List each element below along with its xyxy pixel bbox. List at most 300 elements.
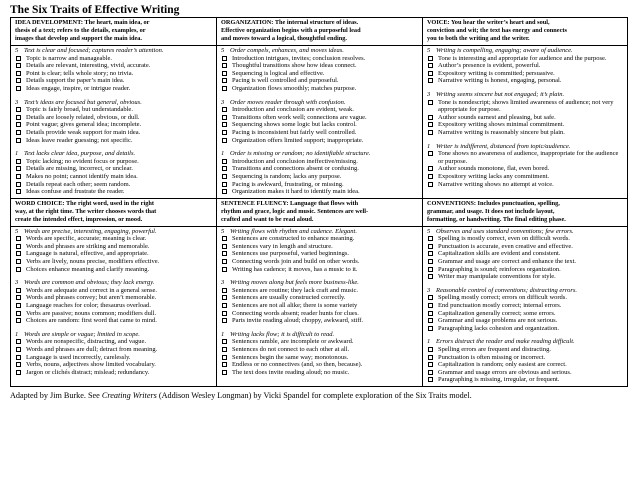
criterion-text: Capitalization is random; only easiest are correct.: [438, 361, 567, 369]
score-level-group: [15, 47, 212, 93]
score-description: Text’s ideas are focused but general, obvious.: [24, 98, 142, 106]
checkbox-icon: [428, 151, 433, 156]
criterion-item: [15, 266, 212, 274]
criterion-item: [15, 188, 212, 196]
criterion-text: Sentences are not all alike; there is some variety: [232, 302, 358, 310]
criterion-text: Details are loosely related, obvious, or dull.: [26, 113, 140, 121]
header-line: conviction and wit; the text has energy and connects: [427, 27, 567, 34]
word-choice-header: [11, 198, 217, 226]
criterion-text: Capitalization skills are evident and consistent.: [438, 250, 561, 258]
criterion-text: Ideas engage, inspire, or intrigue reader.: [26, 84, 131, 92]
checkbox-icon: [428, 174, 433, 179]
score-description: Writing moves along but feels more business-like.: [230, 279, 359, 287]
criterion-text: Jargon or clichés distract; mislead; redundancy.: [26, 368, 150, 376]
criterion-item: [15, 361, 212, 369]
criterion-item: [427, 258, 623, 266]
criterion-item: [221, 158, 418, 166]
criterion-item: [15, 114, 212, 122]
criterion-item: [221, 188, 418, 196]
checkbox-icon: [222, 355, 227, 360]
criterion-text: Sentences do not connect to each other at all.: [232, 346, 350, 353]
checkbox-icon: [428, 326, 433, 331]
word-choice-criteria: [11, 226, 217, 386]
criterion-text: Words are adequate and correct in a general sense.: [26, 286, 158, 294]
score-number: 5: [15, 227, 19, 235]
score-level-heading: [221, 47, 418, 55]
header-line: formatting, or handwriting. The final editing phase.: [427, 215, 566, 223]
checkbox-icon: [16, 71, 21, 76]
criterion-text: Writer may manipulate conventions for style.: [438, 273, 556, 281]
criterion-text: Sentences ramble, are incomplete or awkward.: [232, 338, 354, 346]
criterion-item: [221, 129, 418, 137]
score-level-heading: [427, 287, 623, 295]
criterion-item: [221, 181, 418, 189]
criterion-item: [15, 317, 212, 325]
checkbox-icon: [16, 355, 21, 360]
score-description: Words are precise, interesting, engaging, powerful.: [24, 227, 157, 235]
checkbox-icon: [222, 71, 227, 76]
criterion-text: Details are missing, incorrect, or unclear.: [26, 165, 133, 173]
checkbox-icon: [16, 182, 21, 187]
score-description: Writer is indifferent, distanced from topic/audience.: [436, 142, 571, 150]
score-description: Writing seems sincere but not engaged; it’s plain.: [436, 90, 565, 98]
checkbox-icon: [222, 251, 227, 256]
checkbox-icon: [428, 182, 433, 187]
checkbox-icon: [222, 130, 227, 135]
score-number: 3: [15, 279, 19, 287]
conventions-criteria: [423, 226, 628, 386]
organization-header: [217, 18, 423, 46]
header-line: Effective organization begins with a purposeful lead: [221, 27, 361, 34]
criterion-item: [221, 354, 418, 362]
criterion-item: [221, 77, 418, 85]
score-description: Errors distract the reader and make reading difficult.: [436, 338, 575, 346]
checkbox-icon: [428, 166, 433, 171]
criterion-text: Spelling is mostly correct, even on difficult words.: [438, 235, 570, 243]
criterion-text: Language reaches for color; thesaurus overload.: [26, 302, 151, 310]
criterion-text: Narrative writing is honest, engaging, personal.: [438, 77, 562, 85]
score-level-heading: [15, 99, 212, 107]
criterion-item: [221, 250, 418, 258]
header-line: SENTENCE FLUENCY: Language that flows with: [221, 199, 359, 207]
score-level-group: [221, 279, 418, 325]
score-description: Reasonable control of conventions; distracting errors.: [436, 286, 578, 294]
score-description: Text lacks clear idea, purpose, and details.: [24, 150, 136, 158]
criterion-text: Author’s presence is evident, powerful.: [438, 62, 541, 70]
header-line: create the intended effect, impression, or mood.: [15, 215, 143, 223]
criterion-text: Tone is interesting and appropriate for audience and the purpose.: [438, 54, 607, 62]
checkbox-icon: [222, 56, 227, 61]
score-level-group: [221, 228, 418, 274]
criterion-item: [221, 302, 418, 310]
footer-pre: Adapted by Jim Burke. See: [10, 390, 102, 400]
checkbox-icon: [428, 274, 433, 279]
checkbox-icon: [16, 339, 21, 344]
criterion-text: Verbs, nouns, adjectives show limited vocabulary.: [26, 361, 156, 369]
criterion-text: Point is clear; tells whole story; no trivia.: [26, 69, 134, 77]
criterion-text: Ideas leave reader guessing; not specific.: [26, 136, 133, 144]
score-number: 3: [221, 98, 225, 106]
criterion-text: Capitalization generally correct; some errors.: [438, 309, 556, 317]
checkbox-icon: [16, 107, 21, 112]
checkbox-icon: [428, 100, 433, 105]
header-line: VOICE: You hear the writer’s heart and soul,: [427, 19, 550, 26]
criterion-item: [221, 235, 418, 243]
checkbox-icon: [428, 56, 433, 61]
criterion-text: Narrative writing is reasonably sincere but plain.: [438, 128, 565, 136]
criterion-item: [427, 325, 623, 333]
criterion-item: [427, 114, 623, 122]
criterion-text: Introduction and conclusion are evident, weak.: [232, 106, 354, 114]
checkbox-icon: [222, 362, 227, 367]
criterion-text: Transitions and connections absent or confusing.: [232, 165, 359, 173]
checkbox-icon: [16, 370, 21, 375]
criterion-item: [427, 266, 623, 274]
criterion-item: [15, 302, 212, 310]
criterion-item: [15, 129, 212, 137]
criterion-item: [221, 106, 418, 114]
checkbox-icon: [428, 122, 433, 127]
score-description: Order moves reader through with confusion.: [230, 98, 346, 106]
criterion-item: [221, 85, 418, 93]
score-level-group: [427, 338, 623, 384]
score-level-heading: [427, 47, 623, 55]
score-level-heading: [427, 91, 623, 99]
criterion-item: [15, 369, 212, 377]
score-level-group: [221, 331, 418, 377]
criterion-item: [221, 266, 418, 274]
score-number: 1: [221, 150, 225, 158]
score-number: 1: [427, 142, 431, 150]
criterion-item: [221, 70, 418, 78]
score-description: Order compels, enhances, and moves ideas.: [230, 47, 344, 54]
criterion-item: [427, 129, 623, 137]
criterion-item: [427, 235, 623, 243]
criterion-item: [427, 354, 623, 362]
criterion-item: [221, 258, 418, 266]
criterion-item: [221, 137, 418, 145]
score-level-group: [427, 91, 623, 137]
header-line: you to both the writing and the writer.: [427, 35, 530, 42]
checkbox-icon: [428, 303, 433, 308]
criterion-text: Language is natural, effective, and appropriate.: [26, 250, 149, 258]
criterion-text: Words are specific, accurate; meaning is clear.: [26, 235, 147, 243]
criterion-item: [427, 250, 623, 258]
criterion-text: Verbs are lively, nouns precise, modifiers effective.: [26, 258, 160, 266]
criterion-text: Topic lacking; no evident focus or purpose.: [26, 157, 139, 165]
criterion-item: [15, 77, 212, 85]
checkbox-icon: [222, 86, 227, 91]
criterion-text: Paragraphing is missing, irregular, or frequent.: [438, 376, 560, 384]
score-level-group: [221, 150, 418, 196]
criterion-text: Connecting words absent; reader hunts for clues.: [232, 309, 359, 317]
criterion-text: Choices enhance meaning and clarify meaning.: [26, 265, 150, 273]
criterion-text: The text does invite reading aloud; no music.: [232, 368, 350, 376]
criterion-text: Spelling errors are frequent and distracting.: [438, 346, 551, 353]
footer-book: Creating Writers: [101, 390, 157, 400]
criterion-text: Expository writing shows minimal commitment.: [438, 121, 565, 129]
footer-post: (Addison Wesley Longman) by Vicki Spandel for complete exploration of the Six Traits model.: [156, 390, 472, 400]
criterion-text: Organization offers limited support; inappropriate.: [232, 136, 364, 144]
criterion-text: Punctuation is accurate, even creative and effective.: [438, 242, 573, 250]
score-level-heading: [221, 279, 418, 287]
idea-development-header: [11, 18, 217, 46]
criterion-item: [221, 346, 418, 354]
checkbox-icon: [428, 318, 433, 323]
checkbox-icon: [428, 115, 433, 120]
score-level-group: [15, 331, 212, 377]
criterion-item: [221, 121, 418, 129]
score-level-heading: [15, 150, 212, 158]
footer-credit: [10, 387, 628, 401]
criterion-text: Introduction intrigues, invites; conclusion resolves.: [232, 54, 366, 62]
criterion-text: Spelling mostly correct; errors on difficult words.: [438, 294, 567, 302]
score-number: 3: [427, 286, 431, 294]
criterion-text: Topic is fairly broad, but understandable.: [26, 106, 133, 114]
checkbox-icon: [16, 159, 21, 164]
criterion-text: Paragraphing lacks cohesion and organization.: [438, 324, 559, 332]
checkbox-icon: [16, 86, 21, 91]
checkbox-icon: [16, 174, 21, 179]
header-row: [11, 198, 628, 226]
checkbox-icon: [222, 122, 227, 127]
checkbox-icon: [222, 189, 227, 194]
checkbox-icon: [222, 295, 227, 300]
checkbox-icon: [16, 259, 21, 264]
criterion-text: Words and phrases are dull; detract from meaning.: [26, 346, 158, 353]
criterion-text: Sentences are usually constructed correctly.: [232, 294, 346, 302]
criterion-text: Thoughtful transitions show how ideas connect.: [232, 62, 357, 70]
header-line: crafted and want to be read aloud.: [221, 215, 314, 223]
checkbox-icon: [222, 311, 227, 316]
voice-criteria: [423, 46, 628, 199]
checkbox-icon: [428, 370, 433, 375]
score-level-group: [221, 47, 418, 93]
criteria-row: [11, 46, 628, 199]
checkbox-icon: [428, 251, 433, 256]
criterion-text: Expository writing lacks any commitment.: [438, 172, 550, 180]
criterion-text: Narrative writing shows no attempt at voice.: [438, 180, 554, 188]
criterion-text: Topic is narrow and manageable.: [26, 54, 112, 62]
criterion-text: Choices are random: first word that came to mind.: [26, 317, 157, 325]
checkbox-icon: [428, 347, 433, 352]
criterion-text: Sentences use purposeful, varied beginnings.: [232, 250, 349, 258]
checkbox-icon: [428, 355, 433, 360]
criterion-item: [221, 369, 418, 377]
criterion-item: [427, 181, 623, 189]
checkbox-icon: [222, 267, 227, 272]
criterion-text: Pacing is awkward, frustrating, or missing.: [232, 180, 344, 188]
checkbox-icon: [16, 130, 21, 135]
criterion-item: [221, 62, 418, 70]
sentence-fluency-header: [217, 198, 423, 226]
header-line: WORD CHOICE: The right word, used in the right: [15, 199, 154, 207]
checkbox-icon: [16, 267, 21, 272]
checkbox-icon: [428, 377, 433, 382]
criterion-text: Point vague; gives general idea; incomplete.: [26, 121, 142, 129]
criterion-item: [15, 354, 212, 362]
criterion-text: Details repeat each other; seem random.: [26, 180, 131, 188]
criterion-text: Grammar and usage errors are obvious and serious.: [438, 368, 572, 376]
criterion-item: [427, 302, 623, 310]
checkbox-icon: [16, 78, 21, 83]
criterion-text: Verbs are passive; nouns common; modifiers dull.: [26, 309, 157, 317]
checkbox-icon: [222, 303, 227, 308]
criterion-item: [427, 121, 623, 129]
criterion-text: Sequencing is random; lacks any purpose.: [232, 172, 342, 180]
criterion-text: Ideas confuse and frustrate the reader.: [26, 188, 125, 196]
score-number: 3: [427, 90, 431, 98]
criterion-item: [221, 287, 418, 295]
criterion-item: [221, 114, 418, 122]
criterion-item: [427, 165, 623, 173]
criterion-item: [15, 346, 212, 354]
checkbox-icon: [16, 311, 21, 316]
checkbox-icon: [222, 138, 227, 143]
checkbox-icon: [428, 236, 433, 241]
score-description: Writing is compelling, engaging; aware of audience.: [436, 47, 573, 54]
criterion-item: [427, 173, 623, 181]
score-level-heading: [427, 143, 623, 151]
criterion-item: [221, 338, 418, 346]
score-level-heading: [221, 150, 418, 158]
criteria-row: [11, 226, 628, 386]
criterion-item: [221, 243, 418, 251]
score-level-heading: [221, 99, 418, 107]
score-level-group: [427, 287, 623, 333]
checkbox-icon: [16, 115, 21, 120]
criterion-text: End punctuation mostly correct; internal errors.: [438, 302, 562, 310]
criterion-text: Details provide weak support for main idea.: [26, 128, 141, 136]
criterion-text: Author sounds monotone, flat, even bored.: [438, 165, 550, 173]
header-line: grammar, and usage. It does not include layout,: [427, 207, 555, 215]
idea-development-criteria: [11, 46, 217, 199]
criterion-item: [15, 294, 212, 302]
criterion-item: [427, 55, 623, 63]
criterion-text: Tone shows no awareness of audience, inappropriate for the audience or purpose.: [438, 150, 619, 165]
criterion-text: Endless or no connectives (and, so then, because).: [232, 361, 363, 369]
score-level-group: [15, 99, 212, 145]
criterion-item: [15, 165, 212, 173]
checkbox-icon: [16, 138, 21, 143]
checkbox-icon: [222, 288, 227, 293]
criterion-text: Words and phrases are striking and memorable.: [26, 242, 150, 250]
checkbox-icon: [16, 295, 21, 300]
criterion-text: Pacing is inconsistent but fairly well controlled.: [232, 128, 357, 136]
criterion-text: Makes no point; cannot identify main idea.: [26, 172, 138, 180]
criterion-text: Introduction and conclusion ineffective/missing.: [232, 157, 358, 165]
score-level-heading: [15, 47, 212, 55]
checkbox-icon: [222, 63, 227, 68]
score-number: 5: [221, 227, 225, 235]
checkbox-icon: [222, 347, 227, 352]
score-number: 5: [15, 47, 19, 54]
checkbox-icon: [222, 259, 227, 264]
checkbox-icon: [428, 295, 433, 300]
checkbox-icon: [222, 339, 227, 344]
criterion-text: Sentences are routine; they lack craft and music.: [232, 286, 358, 294]
criterion-text: Tone is nondescript; shows limited awareness of audience; not very appropriate for purpose.: [438, 98, 614, 114]
criterion-text: Grammar and usage are correct and enhance the text.: [438, 258, 577, 266]
score-description: Writing flows with rhythm and cadence. Elegant.: [230, 227, 357, 235]
score-number: 5: [427, 227, 431, 235]
sentence-fluency-criteria: [217, 226, 423, 386]
score-description: Words are simple or vague; limited in scope.: [24, 330, 140, 338]
criterion-text: Organization flows smoothly; matches purpose.: [232, 84, 357, 92]
score-level-group: [221, 99, 418, 145]
criterion-text: Organization makes it hard to identify main idea.: [232, 188, 360, 196]
criterion-text: Words are nonspecific, distracting, and vague.: [26, 338, 147, 346]
criterion-item: [427, 273, 623, 281]
checkbox-icon: [222, 159, 227, 164]
criterion-text: Expository writing is committed; persuasive.: [438, 69, 555, 77]
criterion-text: Pacing is well controlled and purposeful.: [232, 77, 339, 85]
score-level-heading: [221, 228, 418, 236]
criterion-item: [15, 121, 212, 129]
header-line: way, at the right time. The writer chooses words that: [15, 207, 157, 215]
criterion-text: Parts invite reading aloud; choppy, awkward, stiff.: [232, 317, 364, 325]
score-level-heading: [221, 331, 418, 339]
checkbox-icon: [428, 71, 433, 76]
criterion-item: [427, 346, 623, 354]
criterion-text: Connecting words join and build on other words.: [232, 258, 360, 266]
checkbox-icon: [222, 236, 227, 241]
criterion-text: Sentences vary in length and structure.: [232, 242, 333, 250]
criterion-text: Sentences are constructed to enhance meaning.: [232, 235, 355, 243]
criterion-item: [15, 85, 212, 93]
organization-criteria: [217, 46, 423, 199]
criterion-text: Grammar and usage problems are not serious.: [438, 317, 558, 325]
criterion-item: [427, 361, 623, 369]
score-level-heading: [15, 279, 212, 287]
criterion-text: Sequencing is logical and effective.: [232, 69, 325, 77]
score-description: Words are common and obvious; they lack energy.: [24, 279, 155, 287]
criterion-item: [15, 258, 212, 266]
criterion-item: [221, 361, 418, 369]
score-level-group: [15, 279, 212, 325]
criterion-text: Words and phrases convey; but aren’t memorable.: [26, 294, 157, 302]
criterion-item: [221, 294, 418, 302]
checkbox-icon: [16, 288, 21, 293]
score-level-heading: [15, 228, 212, 236]
header-row: [11, 18, 628, 46]
criterion-item: [15, 173, 212, 181]
score-level-group: [427, 228, 623, 281]
criterion-item: [15, 62, 212, 70]
criterion-item: [427, 317, 623, 325]
criterion-item: [15, 338, 212, 346]
score-number: 1: [427, 338, 431, 346]
criterion-item: [427, 70, 623, 78]
checkbox-icon: [428, 244, 433, 249]
checkbox-icon: [16, 122, 21, 127]
checkbox-icon: [16, 318, 21, 323]
criterion-item: [15, 181, 212, 189]
criterion-item: [427, 243, 623, 251]
checkbox-icon: [222, 174, 227, 179]
header-line: thesis of a text; refers to the details, examples, or: [15, 27, 146, 34]
criterion-text: Details support the paper’s main idea.: [26, 77, 125, 85]
criterion-item: [15, 310, 212, 318]
criterion-item: [427, 77, 623, 85]
criterion-item: [15, 287, 212, 295]
checkbox-icon: [428, 267, 433, 272]
checkbox-icon: [222, 166, 227, 171]
criterion-item: [427, 369, 623, 377]
score-description: Text is clear and focused; captures reader’s attention.: [24, 47, 164, 54]
criterion-text: Author sounds earnest and pleasing, but safe.: [438, 113, 556, 121]
criterion-text: Writing has cadence; it moves, has a music to it.: [232, 265, 358, 273]
